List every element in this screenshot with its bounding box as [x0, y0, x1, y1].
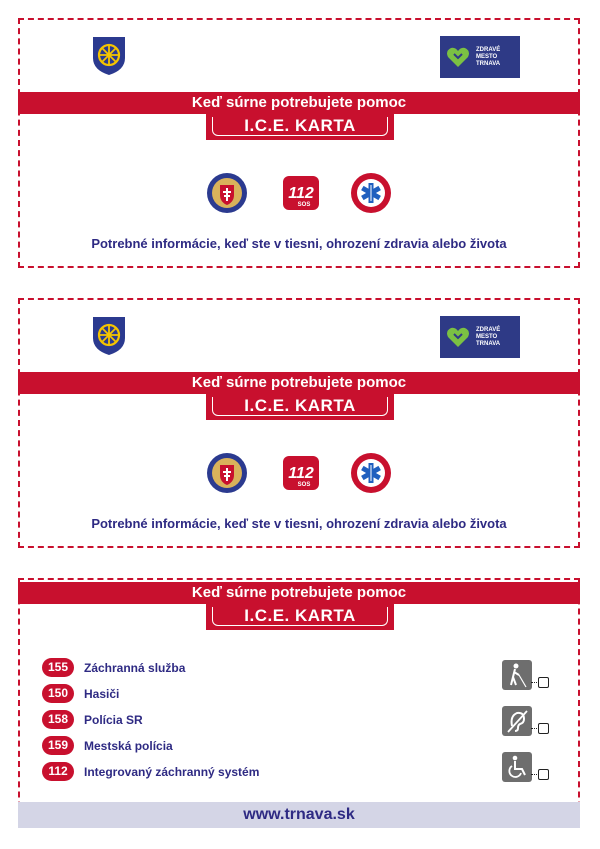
info-text: Potrebné informácie, keď ste v tiesni, ohrození zdravia alebo života [91, 516, 507, 531]
sos-112-sub: SOS [297, 482, 311, 488]
accessibility-checkbox[interactable] [538, 769, 549, 780]
ice-karta-title [206, 394, 394, 420]
ice-card-front-2 [18, 298, 580, 548]
mesto-text: MESTO [476, 333, 498, 340]
sos-112-icon [280, 452, 322, 494]
card-banner: Keď súrne potrebujete pomoc [18, 582, 580, 604]
zdrave-text: ZDRAVÉ [476, 326, 501, 333]
mesto-text: MESTO [476, 53, 498, 60]
ice-card-front-1 [18, 18, 580, 268]
website-link[interactable]: www.trnava.sk [18, 802, 580, 828]
wheelchair-icon [502, 752, 532, 782]
emergency-logos [20, 172, 578, 216]
info-text: Potrebné informácie, keď ste v tiesni, ohrození zdravia alebo života [91, 236, 507, 251]
accessibility-checkbox[interactable] [538, 723, 549, 734]
list-item [42, 710, 259, 729]
zdrave-mesto-trnava-logo [440, 316, 520, 358]
police-badge-icon [206, 172, 248, 214]
zdrave-mesto-trnava-logo [440, 36, 520, 78]
accessibility-checkbox[interactable] [538, 677, 549, 688]
police-badge-icon [206, 452, 248, 494]
number-label: Záchranná služba [84, 660, 186, 675]
number-pill: 150 [42, 684, 74, 703]
ambulance-star-of-life-icon [350, 452, 392, 494]
heart-logo-icon [446, 326, 470, 348]
number-pill: 159 [42, 736, 74, 755]
sos-112-sub: SOS [297, 202, 311, 208]
trnava-coat-of-arms-icon [92, 316, 126, 356]
number-label: Polícia SR [84, 712, 143, 727]
hearing-impaired-icon [502, 706, 532, 736]
blind-person-icon [502, 660, 532, 690]
ambulance-star-of-life-icon [350, 172, 392, 214]
sos-112-icon [280, 172, 322, 214]
emergency-logos [20, 452, 578, 496]
accessibility-wheelchair-option [502, 752, 549, 782]
accessibility-blind-option [502, 660, 549, 690]
trnava-text: TRNAVA [476, 60, 501, 67]
ice-karta-text: I.C.E. KARTA [212, 117, 388, 136]
sos-112-number: 112 [288, 185, 314, 202]
list-item [42, 762, 259, 781]
number-pill: 155 [42, 658, 74, 677]
accessibility-hearing-option [502, 706, 549, 736]
list-item [42, 658, 259, 677]
zdrave-text: ZDRAVÉ [476, 46, 501, 53]
sos-112-number: 112 [288, 465, 314, 482]
emergency-numbers-list [42, 658, 259, 788]
number-pill: 158 [42, 710, 74, 729]
list-item [42, 684, 259, 703]
ice-card-back [18, 578, 580, 828]
ice-karta-text: I.C.E. KARTA [212, 397, 388, 416]
trnava-coat-of-arms-icon [92, 36, 126, 76]
heart-logo-icon [446, 46, 470, 68]
number-label: Hasiči [84, 686, 120, 701]
ice-karta-title [206, 604, 394, 630]
list-item [42, 736, 259, 755]
number-label: Integrovaný záchranný systém [84, 764, 260, 779]
card-banner: Keď súrne potrebujete pomoc [18, 372, 580, 394]
card-banner: Keď súrne potrebujete pomoc [18, 92, 580, 114]
ice-karta-title [206, 114, 394, 140]
number-pill: 112 [42, 762, 74, 781]
ice-karta-text: I.C.E. KARTA [212, 607, 388, 626]
trnava-text: TRNAVA [476, 340, 501, 347]
number-label: Mestská polícia [84, 738, 173, 753]
